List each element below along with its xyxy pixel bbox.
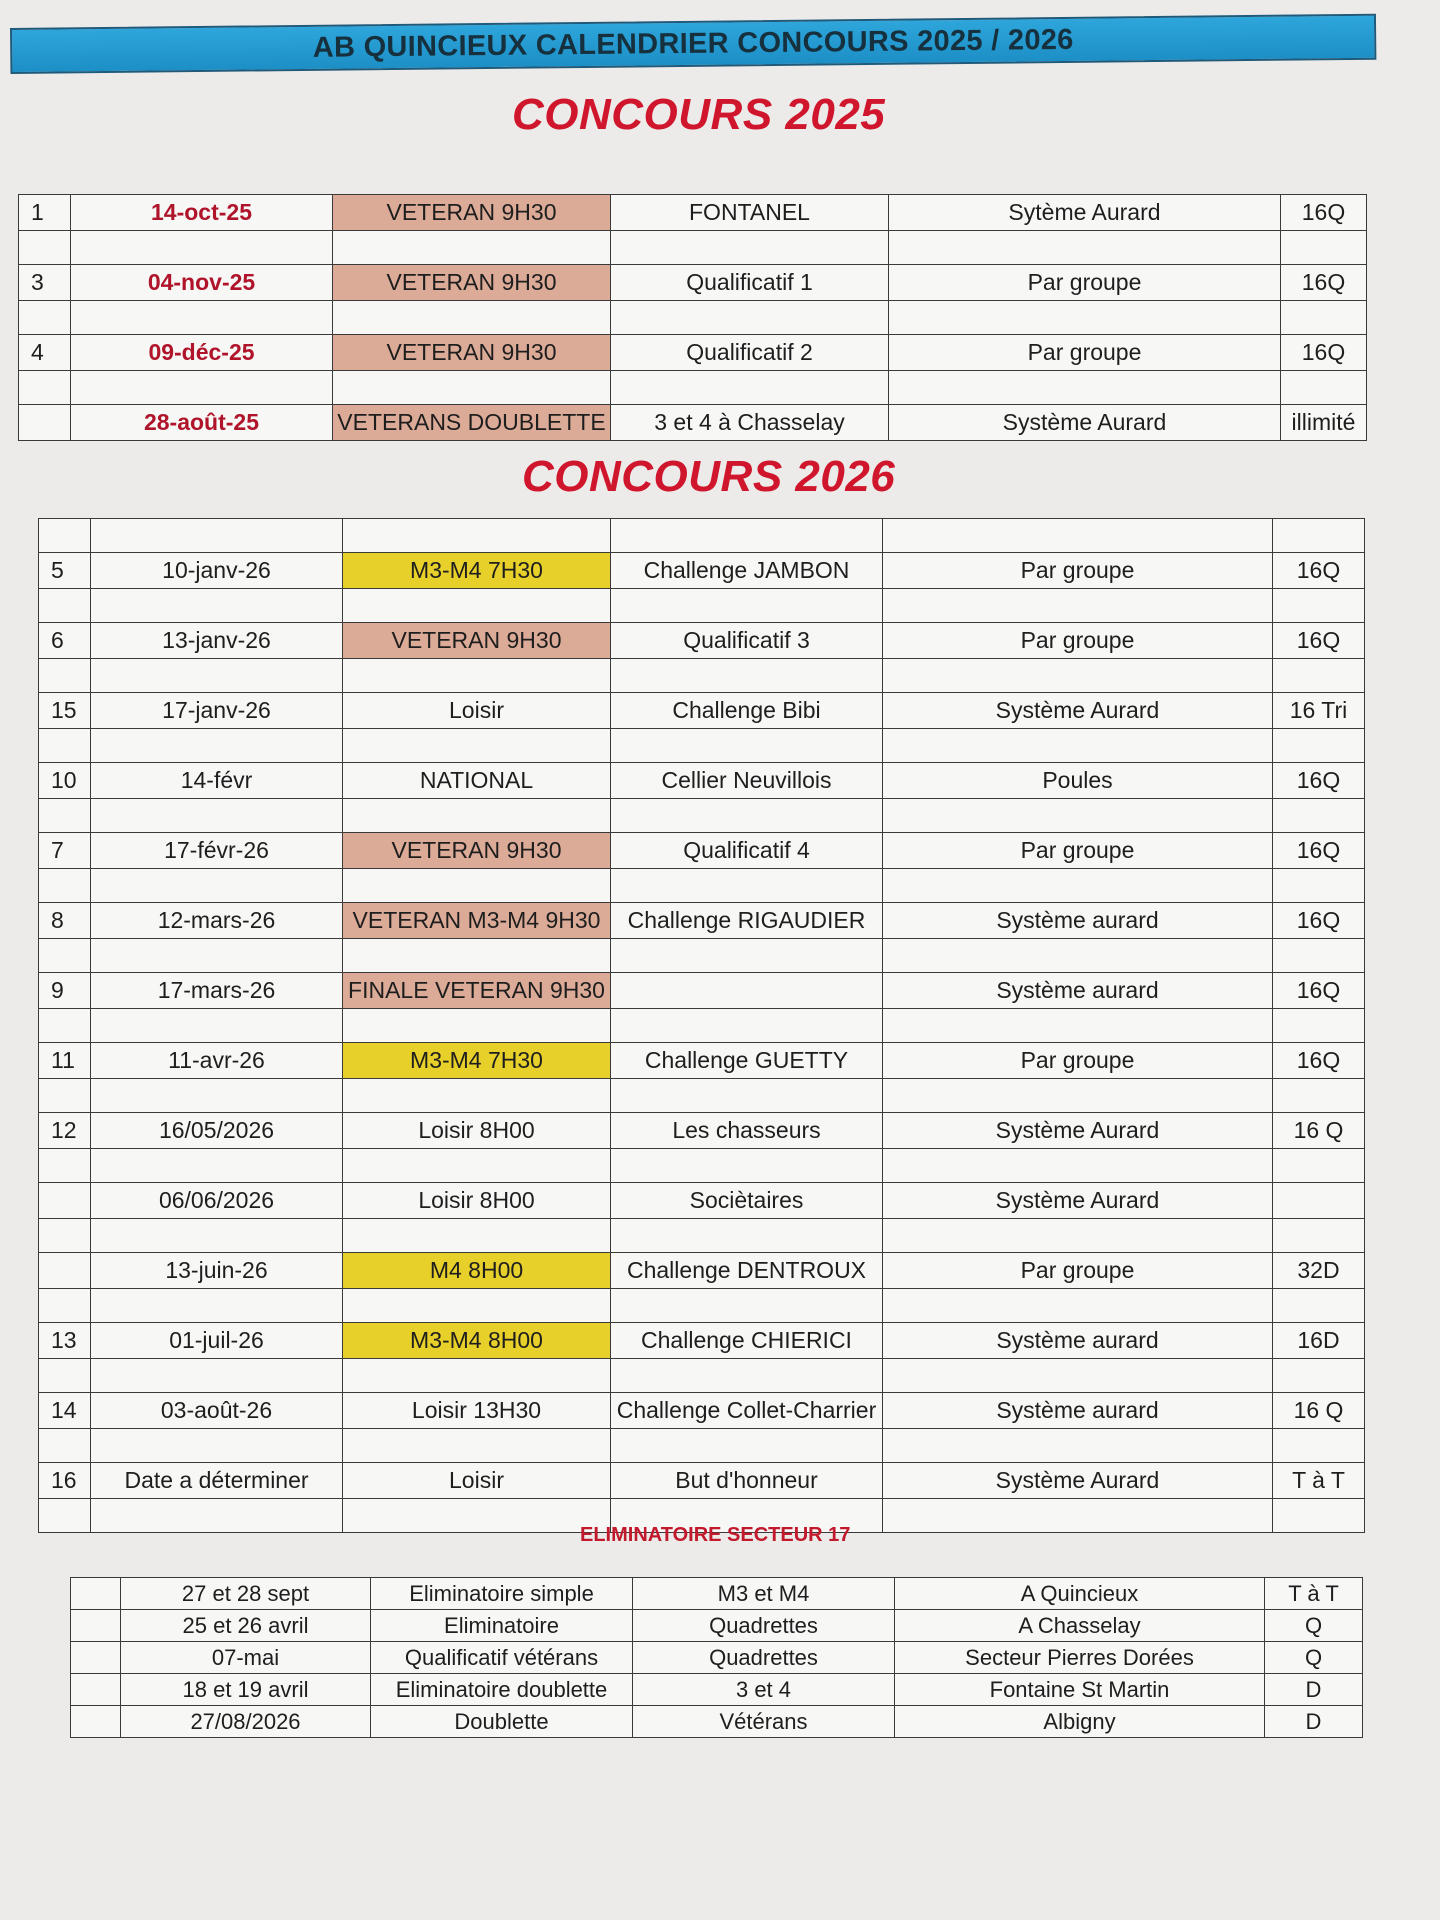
row-number xyxy=(39,1253,91,1289)
empty-cell xyxy=(611,231,889,265)
empty-cell xyxy=(1281,371,1367,405)
event-name: Qualificatif 1 xyxy=(611,265,889,301)
event-name: Les chasseurs xyxy=(611,1113,883,1149)
row-number xyxy=(71,1706,121,1738)
empty-cell xyxy=(91,659,343,693)
event-name: Challenge Bibi xyxy=(611,693,883,729)
empty-cell xyxy=(1273,1009,1365,1043)
empty-cell xyxy=(91,1429,343,1463)
event-format: T à T xyxy=(1273,1463,1365,1499)
empty-cell xyxy=(343,1429,611,1463)
empty-cell xyxy=(611,1009,883,1043)
event-category: Loisir xyxy=(343,693,611,729)
spacer-row xyxy=(19,231,1367,265)
spacer-row xyxy=(39,729,1365,763)
empty-cell xyxy=(883,729,1273,763)
empty-cell xyxy=(343,1079,611,1113)
empty-cell xyxy=(71,301,333,335)
empty-cell xyxy=(343,1359,611,1393)
event-category: VETERANS DOUBLETTE xyxy=(333,405,611,441)
event-category: FINALE VETERAN 9H30 xyxy=(343,973,611,1009)
empty-cell xyxy=(1273,1149,1365,1183)
empty-cell xyxy=(71,231,333,265)
empty-cell xyxy=(343,519,611,553)
elim-date: 18 et 19 avril xyxy=(121,1674,371,1706)
event-system: Sytème Aurard xyxy=(889,195,1281,231)
event-system: Système aurard xyxy=(883,1393,1273,1429)
event-date: 09-déc-25 xyxy=(71,335,333,371)
empty-cell xyxy=(19,301,71,335)
event-category: Loisir 13H30 xyxy=(343,1393,611,1429)
elim-category: Quadrettes xyxy=(633,1642,895,1674)
event-category: Loisir 8H00 xyxy=(343,1183,611,1219)
event-system: Système Aurard xyxy=(883,1463,1273,1499)
event-category: VETERAN 9H30 xyxy=(333,195,611,231)
event-date: 13-janv-26 xyxy=(91,623,343,659)
event-date: 01-juil-26 xyxy=(91,1323,343,1359)
empty-cell xyxy=(343,799,611,833)
event-format xyxy=(1273,1183,1365,1219)
empty-cell xyxy=(889,231,1281,265)
event-format: 16Q xyxy=(1273,833,1365,869)
event-name: Qualificatif 4 xyxy=(611,833,883,869)
empty-cell xyxy=(39,1009,91,1043)
spacer-row xyxy=(39,869,1365,903)
event-category: M3-M4 7H30 xyxy=(343,1043,611,1079)
empty-cell xyxy=(343,589,611,623)
event-format: 32D xyxy=(1273,1253,1365,1289)
row-number: 15 xyxy=(39,693,91,729)
empty-cell xyxy=(1273,1429,1365,1463)
event-category: VETERAN 9H30 xyxy=(333,335,611,371)
elim-type: Eliminatoire doublette xyxy=(371,1674,633,1706)
table-row xyxy=(39,693,1365,729)
event-system: Système Aurard xyxy=(889,405,1281,441)
empty-cell xyxy=(343,1149,611,1183)
event-date: 28-août-25 xyxy=(71,405,333,441)
elim-category: Quadrettes xyxy=(633,1610,895,1642)
empty-cell xyxy=(91,1359,343,1393)
event-format: 16Q xyxy=(1273,763,1365,799)
event-format: 16 Q xyxy=(1273,1113,1365,1149)
event-category: VETERAN 9H30 xyxy=(343,833,611,869)
empty-cell xyxy=(343,729,611,763)
elim-format: Q xyxy=(1265,1642,1363,1674)
empty-cell xyxy=(39,1079,91,1113)
table-row xyxy=(39,623,1365,659)
table-row xyxy=(71,1642,1363,1674)
event-date: 17-févr-26 xyxy=(91,833,343,869)
event-system: Par groupe xyxy=(883,623,1273,659)
event-date: 04-nov-25 xyxy=(71,265,333,301)
empty-cell xyxy=(883,1289,1273,1323)
table-row xyxy=(71,1610,1363,1642)
event-category: M3-M4 8H00 xyxy=(343,1323,611,1359)
empty-cell xyxy=(889,371,1281,405)
event-category: NATIONAL xyxy=(343,763,611,799)
elimination-title: ELIMINATOIRE SECTEUR 17 xyxy=(580,1524,851,1546)
table-row xyxy=(39,1183,1365,1219)
empty-cell xyxy=(39,659,91,693)
empty-cell xyxy=(1273,1219,1365,1253)
empty-cell xyxy=(611,1429,883,1463)
spacer-row xyxy=(39,939,1365,973)
elim-format: D xyxy=(1265,1706,1363,1738)
event-format: 16 Q xyxy=(1273,1393,1365,1429)
empty-cell xyxy=(1273,1499,1365,1533)
empty-cell xyxy=(91,589,343,623)
empty-cell xyxy=(1273,589,1365,623)
event-system: Par groupe xyxy=(889,265,1281,301)
event-category: VETERAN M3-M4 9H30 xyxy=(343,903,611,939)
event-system: Par groupe xyxy=(883,833,1273,869)
empty-cell xyxy=(883,1499,1273,1533)
empty-cell xyxy=(883,939,1273,973)
empty-cell xyxy=(1273,519,1365,553)
empty-cell xyxy=(91,1289,343,1323)
empty-cell xyxy=(39,1499,91,1533)
event-system: Système aurard xyxy=(883,1323,1273,1359)
empty-cell xyxy=(883,1359,1273,1393)
empty-cell xyxy=(91,729,343,763)
elim-date: 07-mai xyxy=(121,1642,371,1674)
event-name: Sociètaires xyxy=(611,1183,883,1219)
table-row xyxy=(19,195,1367,231)
event-format: 16Q xyxy=(1273,623,1365,659)
event-name: 3 et 4 à Chasselay xyxy=(611,405,889,441)
empty-cell xyxy=(611,939,883,973)
table-row xyxy=(39,833,1365,869)
event-date: 11-avr-26 xyxy=(91,1043,343,1079)
event-name: Challenge CHIERICI xyxy=(611,1323,883,1359)
row-number: 4 xyxy=(19,335,71,371)
event-name: Cellier Neuvillois xyxy=(611,763,883,799)
event-category: Loisir 8H00 xyxy=(343,1113,611,1149)
empty-cell xyxy=(1273,1359,1365,1393)
table-row xyxy=(39,903,1365,939)
table-row xyxy=(39,1393,1365,1429)
empty-cell xyxy=(343,869,611,903)
spacer-row xyxy=(39,1429,1365,1463)
elim-type: Qualificatif vétérans xyxy=(371,1642,633,1674)
event-name: Challenge GUETTY xyxy=(611,1043,883,1079)
empty-cell xyxy=(91,519,343,553)
elim-location: Albigny xyxy=(895,1706,1265,1738)
elim-type: Doublette xyxy=(371,1706,633,1738)
empty-cell xyxy=(39,1219,91,1253)
event-date: 17-janv-26 xyxy=(91,693,343,729)
empty-cell xyxy=(883,869,1273,903)
row-number: 13 xyxy=(39,1323,91,1359)
empty-cell xyxy=(39,869,91,903)
row-number xyxy=(71,1610,121,1642)
row-number: 11 xyxy=(39,1043,91,1079)
elim-location: Fontaine St Martin xyxy=(895,1674,1265,1706)
event-system: Par groupe xyxy=(883,1253,1273,1289)
empty-cell xyxy=(19,231,71,265)
empty-cell xyxy=(1273,1079,1365,1113)
row-number: 5 xyxy=(39,553,91,589)
empty-cell xyxy=(39,589,91,623)
spacer-row xyxy=(19,301,1367,335)
row-number: 8 xyxy=(39,903,91,939)
row-number: 14 xyxy=(39,1393,91,1429)
spacer-row xyxy=(39,589,1365,623)
event-date: 14-oct-25 xyxy=(71,195,333,231)
elim-location: A Quincieux xyxy=(895,1578,1265,1610)
row-number xyxy=(71,1642,121,1674)
elim-location: Secteur Pierres Dorées xyxy=(895,1642,1265,1674)
table-row xyxy=(19,405,1367,441)
section-title-2026: CONCOURS 2026 xyxy=(522,452,896,501)
empty-cell xyxy=(71,371,333,405)
empty-cell xyxy=(883,589,1273,623)
elim-date: 25 et 26 avril xyxy=(121,1610,371,1642)
event-format: 16 Tri xyxy=(1273,693,1365,729)
row-number xyxy=(71,1578,121,1610)
empty-cell xyxy=(39,1429,91,1463)
event-category: VETERAN 9H30 xyxy=(333,265,611,301)
event-format: 16Q xyxy=(1273,553,1365,589)
table-row xyxy=(19,265,1367,301)
event-system: Système aurard xyxy=(883,973,1273,1009)
empty-cell xyxy=(1281,301,1367,335)
event-category: M3-M4 7H30 xyxy=(343,553,611,589)
event-category: M4 8H00 xyxy=(343,1253,611,1289)
empty-cell xyxy=(343,1499,611,1533)
empty-cell xyxy=(611,589,883,623)
empty-cell xyxy=(39,939,91,973)
empty-cell xyxy=(883,519,1273,553)
event-format: 16Q xyxy=(1281,335,1367,371)
event-name: Challenge DENTROUX xyxy=(611,1253,883,1289)
spacer-row xyxy=(39,1009,1365,1043)
event-name: Qualificatif 2 xyxy=(611,335,889,371)
table-row xyxy=(19,335,1367,371)
empty-cell xyxy=(1281,231,1367,265)
empty-cell xyxy=(883,1079,1273,1113)
row-number: 9 xyxy=(39,973,91,1009)
row-number: 10 xyxy=(39,763,91,799)
event-date: 17-mars-26 xyxy=(91,973,343,1009)
event-format: 16Q xyxy=(1273,1043,1365,1079)
event-date: 12-mars-26 xyxy=(91,903,343,939)
event-system: Par groupe xyxy=(883,553,1273,589)
empty-cell xyxy=(611,869,883,903)
event-system: Par groupe xyxy=(889,335,1281,371)
empty-cell xyxy=(19,371,71,405)
empty-cell xyxy=(611,1079,883,1113)
event-name: Challenge JAMBON xyxy=(611,553,883,589)
empty-cell xyxy=(883,659,1273,693)
empty-cell xyxy=(39,1359,91,1393)
event-system: Poules xyxy=(883,763,1273,799)
empty-cell xyxy=(91,939,343,973)
empty-cell xyxy=(883,1149,1273,1183)
empty-cell xyxy=(333,301,611,335)
table-2025 xyxy=(18,194,1367,441)
section-title-2025: CONCOURS 2025 xyxy=(512,90,886,139)
spacer-row xyxy=(39,799,1365,833)
row-number: 6 xyxy=(39,623,91,659)
event-date: 16/05/2026 xyxy=(91,1113,343,1149)
event-system: Système aurard xyxy=(883,903,1273,939)
empty-cell xyxy=(39,519,91,553)
empty-cell xyxy=(883,1009,1273,1043)
elim-date: 27/08/2026 xyxy=(121,1706,371,1738)
elim-date: 27 et 28 sept xyxy=(121,1578,371,1610)
empty-cell xyxy=(39,799,91,833)
empty-cell xyxy=(611,1219,883,1253)
empty-cell xyxy=(611,659,883,693)
event-format: 16Q xyxy=(1281,195,1367,231)
table-row xyxy=(39,1463,1365,1499)
empty-cell xyxy=(343,939,611,973)
event-format: 16Q xyxy=(1273,973,1365,1009)
table-row xyxy=(39,763,1365,799)
elim-category: M3 et M4 xyxy=(633,1578,895,1610)
table-row xyxy=(71,1674,1363,1706)
empty-cell xyxy=(91,1499,343,1533)
elim-category: Vétérans xyxy=(633,1706,895,1738)
spacer-row xyxy=(39,519,1365,553)
spacer-row xyxy=(19,371,1367,405)
table-2026 xyxy=(38,518,1365,1533)
event-format: 16Q xyxy=(1273,903,1365,939)
empty-cell xyxy=(1273,799,1365,833)
empty-cell xyxy=(91,1219,343,1253)
event-system: Système Aurard xyxy=(883,693,1273,729)
empty-cell xyxy=(1273,729,1365,763)
empty-cell xyxy=(39,1149,91,1183)
table-row xyxy=(39,973,1365,1009)
empty-cell xyxy=(343,1009,611,1043)
elimination-table xyxy=(70,1577,1363,1738)
event-name: But d'honneur xyxy=(611,1463,883,1499)
row-number xyxy=(39,1183,91,1219)
elim-type: Eliminatoire xyxy=(371,1610,633,1642)
spacer-row xyxy=(39,659,1365,693)
elim-category: 3 et 4 xyxy=(633,1674,895,1706)
event-date: 10-janv-26 xyxy=(91,553,343,589)
empty-cell xyxy=(343,1289,611,1323)
empty-cell xyxy=(1273,939,1365,973)
event-date: 06/06/2026 xyxy=(91,1183,343,1219)
empty-cell xyxy=(39,1289,91,1323)
empty-cell xyxy=(91,869,343,903)
empty-cell xyxy=(1273,659,1365,693)
row-number: 7 xyxy=(39,833,91,869)
empty-cell xyxy=(611,1149,883,1183)
elim-type: Eliminatoire simple xyxy=(371,1578,633,1610)
empty-cell xyxy=(91,799,343,833)
event-name xyxy=(611,973,883,1009)
table-row xyxy=(71,1578,1363,1610)
empty-cell xyxy=(91,1149,343,1183)
table-row xyxy=(39,553,1365,589)
empty-cell xyxy=(1273,869,1365,903)
empty-cell xyxy=(611,1289,883,1323)
empty-cell xyxy=(611,729,883,763)
event-category: Loisir xyxy=(343,1463,611,1499)
event-date: 14-févr xyxy=(91,763,343,799)
event-name: Challenge RIGAUDIER xyxy=(611,903,883,939)
event-system: Par groupe xyxy=(883,1043,1273,1079)
table-row xyxy=(71,1706,1363,1738)
elim-format: Q xyxy=(1265,1610,1363,1642)
event-date: 13-juin-26 xyxy=(91,1253,343,1289)
empty-cell xyxy=(333,231,611,265)
row-number: 1 xyxy=(19,195,71,231)
event-name: Qualificatif 3 xyxy=(611,623,883,659)
spacer-row xyxy=(39,1359,1365,1393)
empty-cell xyxy=(611,519,883,553)
empty-cell xyxy=(91,1079,343,1113)
row-number: 3 xyxy=(19,265,71,301)
table-row xyxy=(39,1253,1365,1289)
spacer-row xyxy=(39,1219,1365,1253)
spacer-row xyxy=(39,1289,1365,1323)
event-system: Système Aurard xyxy=(883,1113,1273,1149)
event-format: 16Q xyxy=(1281,265,1367,301)
empty-cell xyxy=(611,371,889,405)
event-name: FONTANEL xyxy=(611,195,889,231)
empty-cell xyxy=(611,799,883,833)
table-row xyxy=(39,1113,1365,1149)
table-row xyxy=(39,1323,1365,1359)
empty-cell xyxy=(39,729,91,763)
row-number xyxy=(71,1674,121,1706)
elim-format: D xyxy=(1265,1674,1363,1706)
event-date: 03-août-26 xyxy=(91,1393,343,1429)
event-format: 16D xyxy=(1273,1323,1365,1359)
row-number xyxy=(19,405,71,441)
event-system: Système Aurard xyxy=(883,1183,1273,1219)
event-name: Challenge Collet-Charrier xyxy=(611,1393,883,1429)
empty-cell xyxy=(343,659,611,693)
spacer-row xyxy=(39,1149,1365,1183)
empty-cell xyxy=(91,1009,343,1043)
event-format: illimité xyxy=(1281,405,1367,441)
row-number: 12 xyxy=(39,1113,91,1149)
empty-cell xyxy=(1273,1289,1365,1323)
empty-cell xyxy=(611,301,889,335)
event-date: Date a déterminer xyxy=(91,1463,343,1499)
empty-cell xyxy=(883,1429,1273,1463)
empty-cell xyxy=(333,371,611,405)
empty-cell xyxy=(889,301,1281,335)
calendar-title: AB QUINCIEUX CALENDRIER CONCOURS 2025 / 2026 xyxy=(312,23,1074,64)
event-category: VETERAN 9H30 xyxy=(343,623,611,659)
calendar-banner xyxy=(10,14,1376,74)
empty-cell xyxy=(611,1359,883,1393)
table-row xyxy=(39,1043,1365,1079)
empty-cell xyxy=(883,799,1273,833)
empty-cell xyxy=(343,1219,611,1253)
spacer-row xyxy=(39,1079,1365,1113)
elim-location: A Chasselay xyxy=(895,1610,1265,1642)
elim-format: T à T xyxy=(1265,1578,1363,1610)
empty-cell xyxy=(883,1219,1273,1253)
row-number: 16 xyxy=(39,1463,91,1499)
